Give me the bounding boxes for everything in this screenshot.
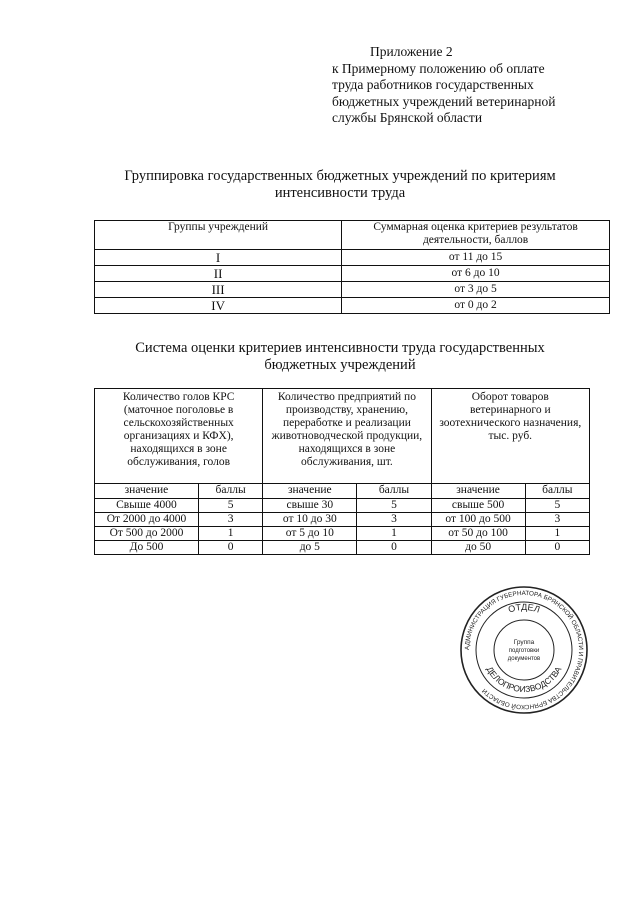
subheader-value: значение — [95, 484, 199, 499]
table-row — [95, 527, 590, 541]
table2-heading — [80, 340, 600, 374]
value-cell: от 5 до 10 — [263, 527, 357, 541]
table-header-row — [95, 389, 590, 484]
value-cell: От 2000 до 4000 — [95, 513, 199, 527]
points-cell: 5 — [198, 499, 262, 513]
points-cell: 0 — [198, 541, 262, 555]
appendix-line: службы Брянской области — [332, 110, 483, 125]
value-cell: от 10 до 30 — [263, 513, 357, 527]
column-header: Группы учреждений — [95, 221, 342, 250]
group-cell: II — [95, 266, 342, 282]
stamp-ring-textpath: АДМИНИСТРАЦИЯ ГУБЕРНАТОРА БРЯНСКОЙ ОБЛАСТИ И ПРАВИТЕЛЬСТВА БРЯНСКОЙ ОБЛАСТИ — [463, 589, 585, 711]
subheader-value: значение — [431, 484, 525, 499]
points-cell: 0 — [525, 541, 589, 555]
heading-line: Система оценки критериев интенсивности труда государственных — [135, 340, 545, 356]
value-cell: Свыше 4000 — [95, 499, 199, 513]
table-row — [95, 282, 610, 298]
score-cell: от 3 до 5 — [342, 282, 610, 298]
score-cell: от 0 до 2 — [342, 298, 610, 314]
appendix-title: Приложение 2 — [370, 44, 453, 59]
value-cell: От 500 до 2000 — [95, 527, 199, 541]
column-header: Суммарная оценка критериев результатов деятельности, баллов — [342, 221, 610, 250]
table-row — [95, 513, 590, 527]
value-cell: свыше 30 — [263, 499, 357, 513]
group-cell: I — [95, 250, 342, 266]
stamp-inner-line: подготовки — [508, 648, 540, 654]
value-cell: от 50 до 100 — [431, 527, 525, 541]
column-header: Оборот товаров ветеринарного и зоотехнического назначения, тыс. руб. — [431, 389, 589, 484]
appendix-line: к Примерному положению об оплате — [332, 60, 545, 76]
points-cell: 1 — [357, 527, 431, 541]
stamp-inner-line: документов — [507, 656, 541, 662]
group-cell: III — [95, 282, 342, 298]
points-cell: 1 — [198, 527, 262, 541]
points-cell: 3 — [198, 513, 262, 527]
value-cell: свыше 500 — [431, 499, 525, 513]
department-stamp — [458, 584, 590, 716]
subheader-points: баллы — [525, 484, 589, 499]
stamp-dept-top-path: ОТДЕЛ — [506, 601, 542, 615]
appendix-line: бюджетных учреждений ветеринарной — [332, 93, 556, 109]
score-cell: от 6 до 10 — [342, 266, 610, 282]
subheader-value: значение — [263, 484, 357, 499]
column-header: Количество предприятий по производству, хранению, переработке и реализации животноводческой продукции, находящихся в зоне обслуживания, шт. — [263, 389, 431, 484]
value-cell: от 100 до 500 — [431, 513, 525, 527]
table-subheader-row — [95, 484, 590, 499]
value-cell: до 5 — [263, 541, 357, 555]
points-cell: 5 — [357, 499, 431, 513]
points-cell: 1 — [525, 527, 589, 541]
groups-table — [94, 220, 610, 314]
table1-heading — [80, 168, 600, 202]
heading-line: Группировка государственных бюджетных учреждений по критериям — [124, 168, 556, 184]
value-cell: До 500 — [95, 541, 199, 555]
heading-line: бюджетных учреждений — [264, 357, 416, 373]
points-cell: 0 — [357, 541, 431, 555]
points-cell: 5 — [525, 499, 589, 513]
points-cell: 3 — [525, 513, 589, 527]
subheader-points: баллы — [357, 484, 431, 499]
table-row — [95, 298, 610, 314]
points-cell: 3 — [357, 513, 431, 527]
heading-line: интенсивности труда — [274, 185, 406, 201]
table-row — [95, 499, 590, 513]
stamp-dept-bottom-path: ДЕЛОПРОИЗВОДСТВА — [484, 664, 564, 695]
table-row — [95, 250, 610, 266]
subheader-points: баллы — [198, 484, 262, 499]
criteria-table — [94, 388, 590, 555]
value-cell: до 50 — [431, 541, 525, 555]
group-cell: IV — [95, 298, 342, 314]
stamp-dept-top — [507, 602, 541, 615]
score-cell: от 11 до 15 — [342, 250, 610, 266]
appendix-line: труда работников государственных — [332, 77, 534, 92]
column-header: Количество голов КРС (маточное поголовье в сельскохозяйственных организациях и КФХ), находящихся в зоне обслуживания, голов — [95, 389, 263, 484]
appendix-header — [332, 44, 622, 127]
table-row — [95, 266, 610, 282]
table-row — [95, 541, 590, 555]
stamp-inner-line: Группа — [513, 639, 535, 646]
table-header-row — [95, 221, 610, 250]
